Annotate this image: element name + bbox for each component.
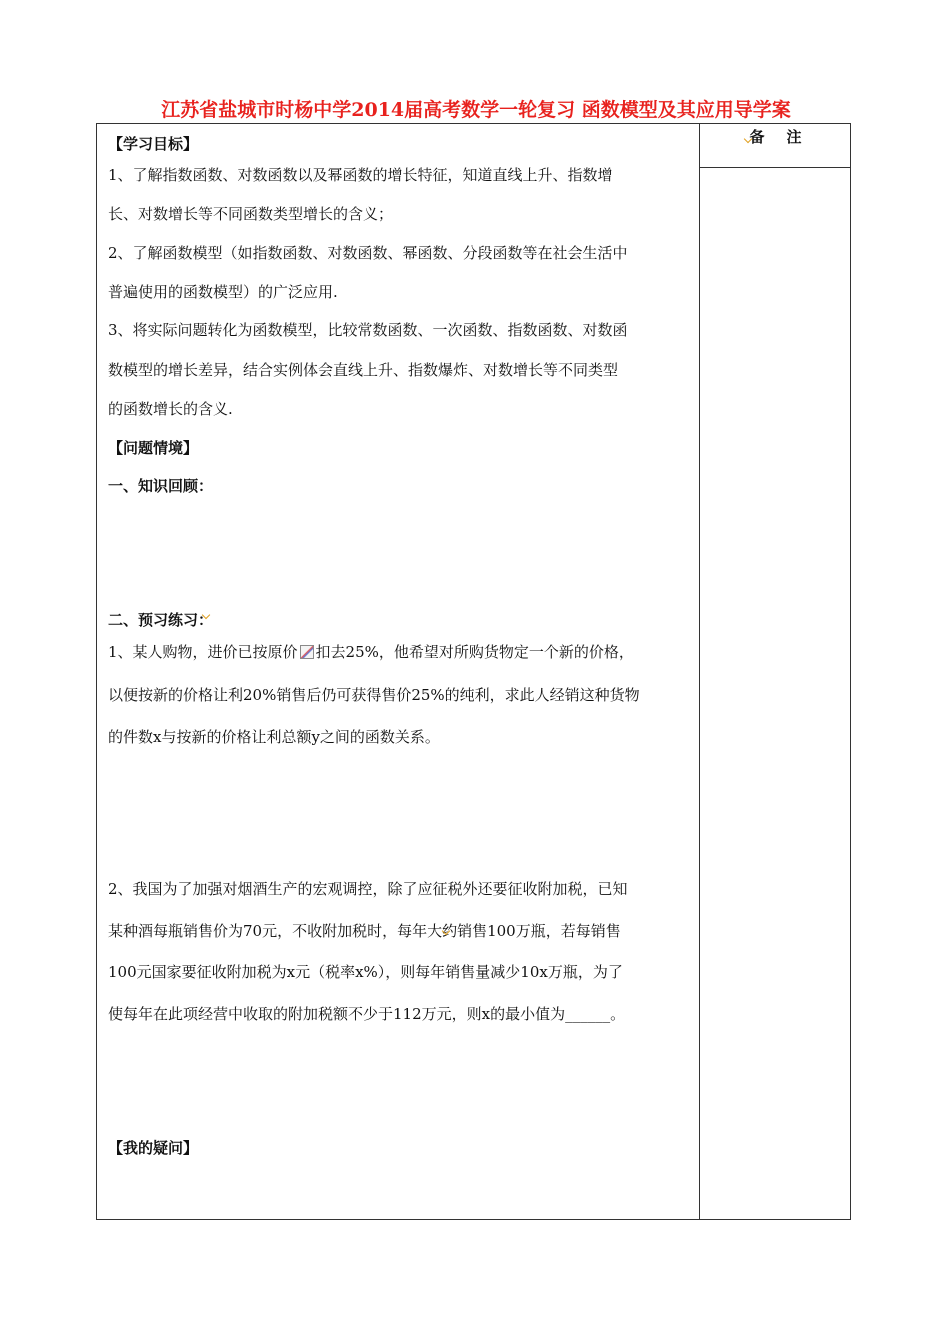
questions-heading: 【我的疑问】 xyxy=(108,1139,199,1157)
problem2-line: 2、我国为了加强对烟酒生产的宏观调控，除了应征税外还要征收附加税，已知 xyxy=(108,880,628,898)
objectives-heading: 【学习目标】 xyxy=(108,135,199,153)
problem2-line: 使每年在此项经营中收取的附加税额不少于112万元，则x的最小值为______。 xyxy=(108,1005,626,1023)
problem2-line: 100元国家要征收附加税为x元（税率x%），则每年销售量减少10x万瓶，为了 xyxy=(108,963,623,981)
review-heading: 一、知识回顾： xyxy=(108,477,214,495)
column-divider xyxy=(699,123,700,1220)
scenario-heading: 【问题情境】 xyxy=(108,439,199,457)
document-title: 江苏省盐城市时杨中学2014届高考数学一轮复习 函数模型及其应用导学案 xyxy=(161,99,791,121)
problem1-line xyxy=(108,642,634,662)
objective-line: 的函数增长的含义. xyxy=(108,400,233,418)
notes-column-header xyxy=(700,124,851,168)
objective-line: 普遍使用的函数模型）的广泛应用. xyxy=(108,283,338,301)
problem1-line: 的件数x与按新的价格让利总额y之间的函数关系。 xyxy=(108,728,440,746)
practice-heading xyxy=(108,610,213,630)
objective-line: 长、对数增长等不同函数类型增长的含义； xyxy=(108,205,394,223)
notes-label: 备注 xyxy=(749,128,824,146)
problem1-line: 以便按新的价格让利20%销售后仍可获得售价25%的纯利，求此人经销这种货物 xyxy=(108,686,640,704)
objective-line: 3、将实际问题转化为函数模型，比较常数函数、一次函数、指数函数、对数函 xyxy=(108,321,628,339)
practice-heading-text: 二、预习练习： xyxy=(108,611,214,629)
broken-image-icon xyxy=(300,645,314,659)
objective-line: 数模型的增长差异，结合实例体会直线上升、指数爆炸、对数增长等不同类型 xyxy=(108,361,619,379)
problem2-line: 某种酒每瓶销售价为70元，不收附加税时，每年大约销售100万瓶，若每销售 xyxy=(108,922,621,940)
problem1-text-before: 1、某人购物，进价已按原价 xyxy=(108,643,298,661)
problem1-text-after: 扣去25%，他希望对所购货物定一个新的价格， xyxy=(315,643,634,661)
objective-line: 1、了解指数函数、对数函数以及幂函数的增长特征，知道直线上升、指数增 xyxy=(108,166,613,184)
objective-line: 2、了解函数模型（如指数函数、对数函数、幂函数、分段函数等在社会生活中 xyxy=(108,244,628,262)
